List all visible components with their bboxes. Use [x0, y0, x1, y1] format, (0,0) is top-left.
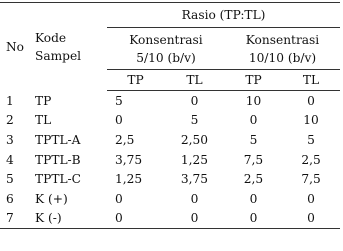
header-kode-sampel [30, 3, 107, 91]
cell-value: 0 [115, 113, 123, 128]
header-kode-line1: Kode [35, 30, 67, 45]
header-conc2-line2: 10/10 (b/v) [248, 51, 317, 65]
cell-value: 0 [282, 209, 340, 229]
cell-value: 5 [190, 113, 199, 128]
table-row [0, 189, 340, 209]
header-conc1-line1: Konsentrasi [129, 33, 203, 47]
cell-value: 0 [107, 209, 164, 229]
cell-value: 0 [190, 93, 199, 108]
cell-value: 2,5 [115, 132, 135, 147]
row-kode: K (+) [35, 191, 68, 206]
row-kode: TP [35, 93, 52, 108]
cell-value: 2,50 [180, 132, 209, 147]
row-kode: TPTL-A [35, 132, 81, 147]
cell-value: 0 [249, 113, 258, 128]
header-conc1-line2: 5/10 (b/v) [136, 51, 196, 65]
table-row [0, 150, 340, 170]
header-conc2-line1: Konsentrasi [245, 33, 320, 47]
cell-value: 10 [303, 113, 319, 128]
cell-value: 5 [307, 132, 315, 147]
subheader-tp-1: TP [107, 70, 164, 91]
cell-value: 5 [115, 93, 123, 108]
row-kode: TPTL-B [35, 152, 81, 167]
table-row [0, 91, 340, 111]
cell-value: 5 [249, 132, 258, 147]
header-no: No [0, 3, 30, 91]
cell-value: 0 [115, 191, 123, 206]
cell-value: 0 [190, 191, 199, 206]
cell-value: 0 [307, 191, 315, 206]
row-kode: TL [35, 113, 52, 128]
header-rasio: Rasio (TP:TL) [107, 3, 340, 28]
row-no: 2 [6, 113, 14, 128]
table-row [0, 130, 340, 150]
cell-value: 7,5 [301, 172, 321, 187]
cell-value: 3,75 [115, 152, 143, 167]
cell-value: 7,5 [243, 152, 264, 167]
subheader-tl-1: TL [164, 70, 225, 91]
header-konsentrasi-5-10 [107, 28, 225, 70]
cell-value: 0 [225, 209, 282, 229]
row-no: 6 [6, 191, 14, 206]
table-row [0, 111, 340, 131]
cell-value: 10 [245, 93, 262, 108]
cell-value: 2,5 [301, 152, 321, 167]
cell-value: 0 [164, 209, 225, 229]
header-konsentrasi-10-10 [225, 28, 340, 70]
cell-value: 1,25 [115, 172, 143, 187]
row-no: 7 [0, 209, 30, 229]
table-row [0, 209, 340, 229]
row-no: 4 [6, 152, 14, 167]
subheader-tl-2: TL [282, 70, 340, 91]
cell-value: 1,25 [180, 152, 209, 167]
row-kode: K (-) [30, 209, 107, 229]
row-no: 5 [6, 172, 14, 187]
cell-value: 0 [307, 93, 315, 108]
row-no: 3 [6, 132, 14, 147]
header-kode-line2: Sampel [35, 48, 82, 63]
ratio-table [0, 2, 340, 229]
cell-value: 3,75 [180, 172, 209, 187]
cell-value: 2,5 [243, 172, 264, 187]
subheader-tp-2: TP [225, 70, 282, 91]
table-row [0, 169, 340, 189]
row-no: 1 [6, 93, 14, 108]
row-kode: TPTL-C [35, 172, 81, 187]
cell-value: 0 [249, 191, 258, 206]
